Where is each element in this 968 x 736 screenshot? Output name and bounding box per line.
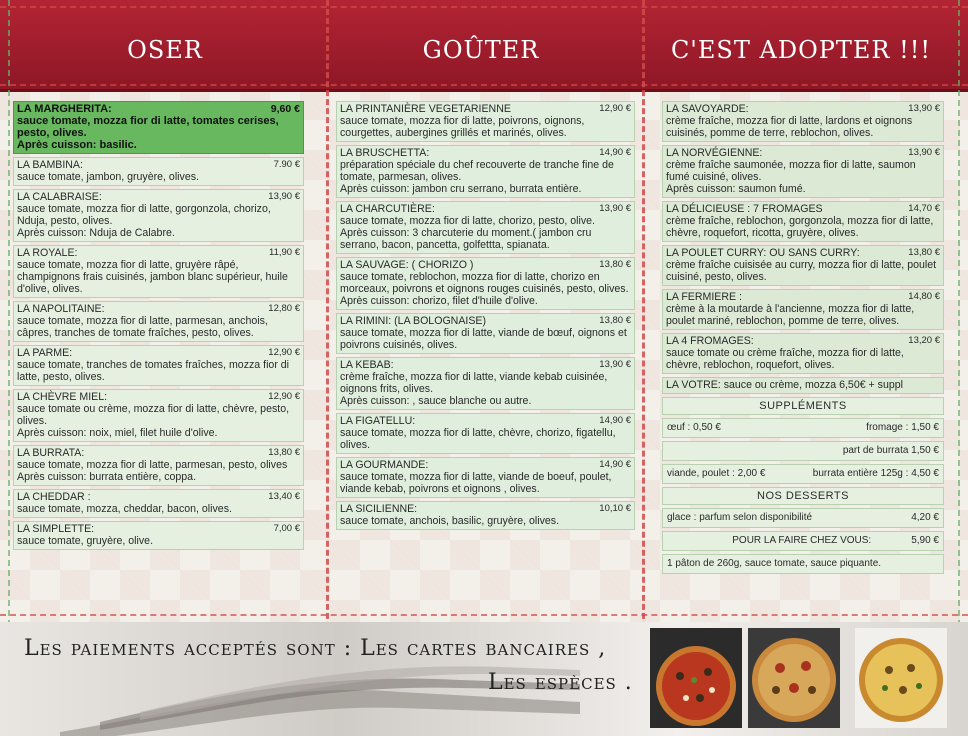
item-name: LA BURRATA: bbox=[17, 447, 85, 459]
item-price: 13,80 € bbox=[599, 259, 631, 270]
divider-dash bbox=[0, 84, 968, 86]
item-desc: sauce tomate, gruyère, olive. bbox=[17, 535, 154, 547]
item-desc: sauce tomate, mozza fior di latte, viande de boeuf, poulet, viande kebab, poivrons et oignons , olives. bbox=[340, 471, 612, 495]
supplements-title: SUPPLÉMENTS bbox=[662, 397, 944, 415]
pizza-photo bbox=[748, 628, 840, 728]
item-price: 14,80 € bbox=[908, 291, 940, 302]
item-name: LA SAUVAGE: ( CHORIZO ) bbox=[340, 259, 474, 271]
item-name: LA SAVOYARDE: bbox=[666, 103, 749, 115]
menu-item bbox=[662, 145, 944, 198]
item-desc: crème à la moutarde à l'ancienne, mozza fior di latte, poulet mariné, reblochon, pomme de terre, olives. bbox=[666, 303, 915, 327]
item-price: 14,70 € bbox=[908, 203, 940, 214]
pizza-photo bbox=[650, 628, 742, 728]
item-desc: sauce tomate, mozza fior di latte, gruyère râpé, champignons frais cuisinés, jambon blanc supérieur, huile d'olive, olives. bbox=[17, 259, 288, 295]
item-price: 13,80 € bbox=[268, 447, 300, 458]
menu-item bbox=[13, 101, 304, 154]
menu-column-adopter bbox=[662, 101, 944, 577]
item-name: LA FERMIERE : bbox=[666, 291, 742, 303]
dessert-glace-price: 4,20 € bbox=[911, 512, 939, 523]
item-after: Après cuisson: basilic. bbox=[17, 139, 137, 151]
header-banner bbox=[0, 0, 968, 92]
item-price: 12,80 € bbox=[268, 303, 300, 314]
item-desc: sauce tomate, mozza fior di latte, viande de bœuf, oignons et poivrons cuisinés, olives. bbox=[340, 327, 627, 351]
item-name: LA CHEDDAR : bbox=[17, 491, 91, 503]
pizza-photo bbox=[855, 628, 947, 728]
item-price: 13,80 € bbox=[599, 315, 631, 326]
menu-item bbox=[336, 457, 635, 498]
menu-item bbox=[13, 489, 304, 518]
menu-column-gouter bbox=[336, 101, 635, 533]
item-price: 14,90 € bbox=[599, 459, 631, 470]
item-price: 10,10 € bbox=[599, 503, 631, 514]
item-price: 7,00 € bbox=[273, 523, 300, 534]
take-home-title: POUR LA FAIRE CHEZ VOUS: bbox=[732, 535, 872, 546]
supplement-viande: viande, poulet : 2,00 € bbox=[667, 468, 766, 479]
take-home-desc: 1 pâton de 260g, sauce tomate, sauce piquante. bbox=[667, 558, 882, 569]
item-desc: sauce tomate, reblochon, mozza fior di latte, chorizo en morceaux, poivrons et oignons rouges cuisinés, pesto, olives. bbox=[340, 271, 629, 295]
menu-item bbox=[13, 301, 304, 342]
column-title-adopter: C'EST ADOPTER !!! bbox=[670, 36, 932, 64]
menu-item bbox=[13, 521, 304, 550]
item-desc: sauce tomate, mozza fior di latte, gorgonzola, chorizo, Nduja, pesto, olives. bbox=[17, 203, 271, 227]
menu-item bbox=[13, 445, 304, 486]
desserts-title: NOS DESSERTS bbox=[662, 487, 944, 505]
item-name: LA ROYALE: bbox=[17, 247, 78, 259]
item-name: LA CHARCUTIÈRE: bbox=[340, 203, 435, 215]
menu-item bbox=[662, 101, 944, 142]
item-desc: sauce tomate, mozza fior di latte, tomates cerises, pesto, olives. bbox=[17, 115, 279, 139]
payment-text-line2: Les espèces . bbox=[488, 670, 633, 695]
item-desc: crème fraîche cuisisée au curry, mozza fior di latte, poulet cuisiné, pesto, olives. bbox=[666, 259, 937, 283]
item-name: LA SICILIENNE: bbox=[340, 503, 418, 515]
menu-item bbox=[336, 257, 635, 310]
menu-item bbox=[662, 289, 944, 330]
item-desc: sauce tomate, mozza fior di latte, chèvre, chorizo, figatellu, olives. bbox=[340, 427, 616, 451]
item-after: Après cuisson: jambon cru serrano, burrata entière. bbox=[340, 183, 582, 195]
menu-item bbox=[336, 313, 635, 354]
item-desc: sauce tomate, anchois, basilic, gruyère, olives. bbox=[340, 515, 560, 527]
item-desc: préparation spéciale du chef recouverte de tranche fine de tomate, parmesan, olives. bbox=[340, 159, 614, 183]
item-desc: sauce tomate ou crème, mozza fior di latte, chèvre, pesto, olives. bbox=[17, 403, 290, 427]
item-name: LA BAMBINA: bbox=[17, 159, 83, 171]
dessert-row bbox=[662, 508, 944, 528]
menu-column-oser bbox=[13, 101, 304, 553]
column-title-oser: OSER bbox=[127, 36, 203, 64]
supplement-row bbox=[662, 441, 944, 461]
item-desc: sauce tomate, mozza, cheddar, bacon, olives. bbox=[17, 503, 232, 515]
menu-item bbox=[662, 333, 944, 374]
item-price: 12,90 € bbox=[268, 347, 300, 358]
item-desc: crème fraîche, mozza fior di latte, lardons et oignons cuisinés, pomme de terre, reblochon, olives. bbox=[666, 115, 913, 139]
menu-item bbox=[336, 413, 635, 454]
item-name: LA RIMINI: (LA BOLOGNAISE) bbox=[340, 315, 486, 327]
item-price: 14,90 € bbox=[599, 147, 631, 158]
item-price: 13,40 € bbox=[268, 491, 300, 502]
item-name: LA MARGHERITA: bbox=[17, 103, 112, 115]
menu-item bbox=[336, 101, 635, 142]
menu-item bbox=[13, 189, 304, 242]
item-name: LA NAPOLITAINE: bbox=[17, 303, 105, 315]
take-home-price: 5,90 € bbox=[911, 535, 939, 546]
item-desc: crème fraîche, mozza fior di latte, viande kebab cuisinée, oignons frits, olives. bbox=[340, 371, 608, 395]
menu-item bbox=[336, 357, 635, 410]
item-price: 13,90 € bbox=[599, 359, 631, 370]
item-name: LA BRUSCHETTA: bbox=[340, 147, 430, 159]
column-title-gouter: GOÛTER bbox=[422, 36, 540, 64]
item-name: LA GOURMANDE: bbox=[340, 459, 429, 471]
item-after: Après cuisson: , sauce blanche ou autre. bbox=[340, 395, 532, 407]
menu-item bbox=[13, 345, 304, 386]
item-price: 12,90 € bbox=[268, 391, 300, 402]
take-home-desc-row bbox=[662, 554, 944, 574]
item-name: LA POULET CURRY: OU SANS CURRY: bbox=[666, 247, 860, 259]
dessert-glace: glace : parfum selon disponibilité bbox=[667, 512, 813, 523]
item-price: 9,60 € bbox=[270, 103, 300, 115]
item-price: 13,90 € bbox=[908, 147, 940, 158]
item-desc: sauce tomate, mozza fior di latte, chorizo, pesto, olive. bbox=[340, 215, 595, 227]
item-after: Après cuisson: 3 charcuterie du moment.( jambon cru serrano, bacon, pancetta, golfettta, spianata. bbox=[340, 227, 592, 251]
menu-item bbox=[13, 245, 304, 298]
item-after: Après cuisson: saumon fumé. bbox=[666, 183, 806, 195]
divider-dash bbox=[0, 6, 968, 8]
menu-item bbox=[13, 389, 304, 442]
item-name: LA CALABRAISE: bbox=[17, 191, 102, 203]
item-desc: sauce tomate, jambon, gruyère, olives. bbox=[17, 171, 199, 183]
menu-item bbox=[336, 145, 635, 198]
item-after: Après cuisson: burrata entière, coppa. bbox=[17, 471, 197, 483]
item-name: LA PARME: bbox=[17, 347, 73, 359]
custom-pizza-text: LA VOTRE: sauce ou crème, mozza 6,50€ + suppl bbox=[666, 379, 904, 391]
supplement-oeuf: œuf : 0,50 € bbox=[667, 422, 721, 433]
item-price: 13,90 € bbox=[268, 191, 300, 202]
menu-item bbox=[336, 201, 635, 254]
item-price: 13,80 € bbox=[908, 247, 940, 258]
item-desc: sauce tomate, mozza fior di latte, poivrons, oignons, courgettes, aubergines grillés et marinés, olives. bbox=[340, 115, 585, 139]
supplement-fromage: fromage : 1,50 € bbox=[866, 422, 939, 433]
supplement-burrata-entiere: burrata entière 125g : 4,50 € bbox=[812, 468, 939, 479]
item-name: LA CHÈVRE MIEL: bbox=[17, 391, 108, 403]
item-name: LA FIGATELLU: bbox=[340, 415, 416, 427]
item-price: 13,90 € bbox=[908, 103, 940, 114]
payment-text-line1: Les paiements acceptés sont : Les cartes bancaires , bbox=[24, 636, 607, 661]
item-price: 14,90 € bbox=[599, 415, 631, 426]
item-name: LA PRINTANIÈRE VEGETARIENNE bbox=[340, 103, 511, 115]
menu-item bbox=[336, 501, 635, 530]
supplement-row bbox=[662, 464, 944, 484]
item-name: LA 4 FROMAGES: bbox=[666, 335, 754, 347]
item-after: Après cuisson: Nduja de Calabre. bbox=[17, 227, 175, 239]
item-desc: sauce tomate ou crème fraîche, mozza fior di latte, chèvre, reblochon, roquefort, olives. bbox=[666, 347, 904, 371]
item-price: 13,20 € bbox=[908, 335, 940, 346]
item-name: LA NORVÉGIENNE: bbox=[666, 147, 763, 159]
supplement-row bbox=[662, 418, 944, 438]
take-home-row bbox=[662, 531, 944, 551]
custom-pizza-line bbox=[662, 377, 944, 394]
item-price: 13,90 € bbox=[599, 203, 631, 214]
item-desc: sauce tomate, mozza fior di latte, parmesan, pesto, olives bbox=[17, 459, 288, 471]
item-name: LA DÉLICIEUSE : 7 FROMAGES bbox=[666, 203, 823, 215]
item-name: LA KEBAB: bbox=[340, 359, 394, 371]
item-after: Après cuisson: noix, miel, filet huile d'olive. bbox=[17, 427, 218, 439]
item-price: 11,90 € bbox=[269, 247, 300, 258]
menu-item bbox=[662, 201, 944, 242]
item-desc: crème fraîche, reblochon, gorgonzola, mozza fior di latte, chèvre, roquefort, ricotta, gruyère, olives. bbox=[666, 215, 934, 239]
divider-dash bbox=[0, 614, 968, 616]
item-desc: sauce tomate, mozza fior di latte, parmesan, anchois, câpres, tranches de tomate fraîches, pesto, olives. bbox=[17, 315, 268, 339]
item-name: LA SIMPLETTE: bbox=[17, 523, 95, 535]
item-after: Après cuisson: chorizo, filet d'huile d'olive. bbox=[340, 295, 538, 307]
item-desc: sauce tomate, tranches de tomates fraîches, mozza fior di latte, pesto, olives. bbox=[17, 359, 290, 383]
item-desc: crème fraîche saumonée, mozza fior di latte, saumon fumé cuisiné, olives. bbox=[666, 159, 916, 183]
supplement-burrata: part de burrata 1,50 € bbox=[842, 445, 939, 456]
item-price: 12,90 € bbox=[599, 103, 631, 114]
item-price: 7.90 € bbox=[273, 159, 300, 170]
menu-item bbox=[13, 157, 304, 186]
menu-item bbox=[662, 245, 944, 286]
